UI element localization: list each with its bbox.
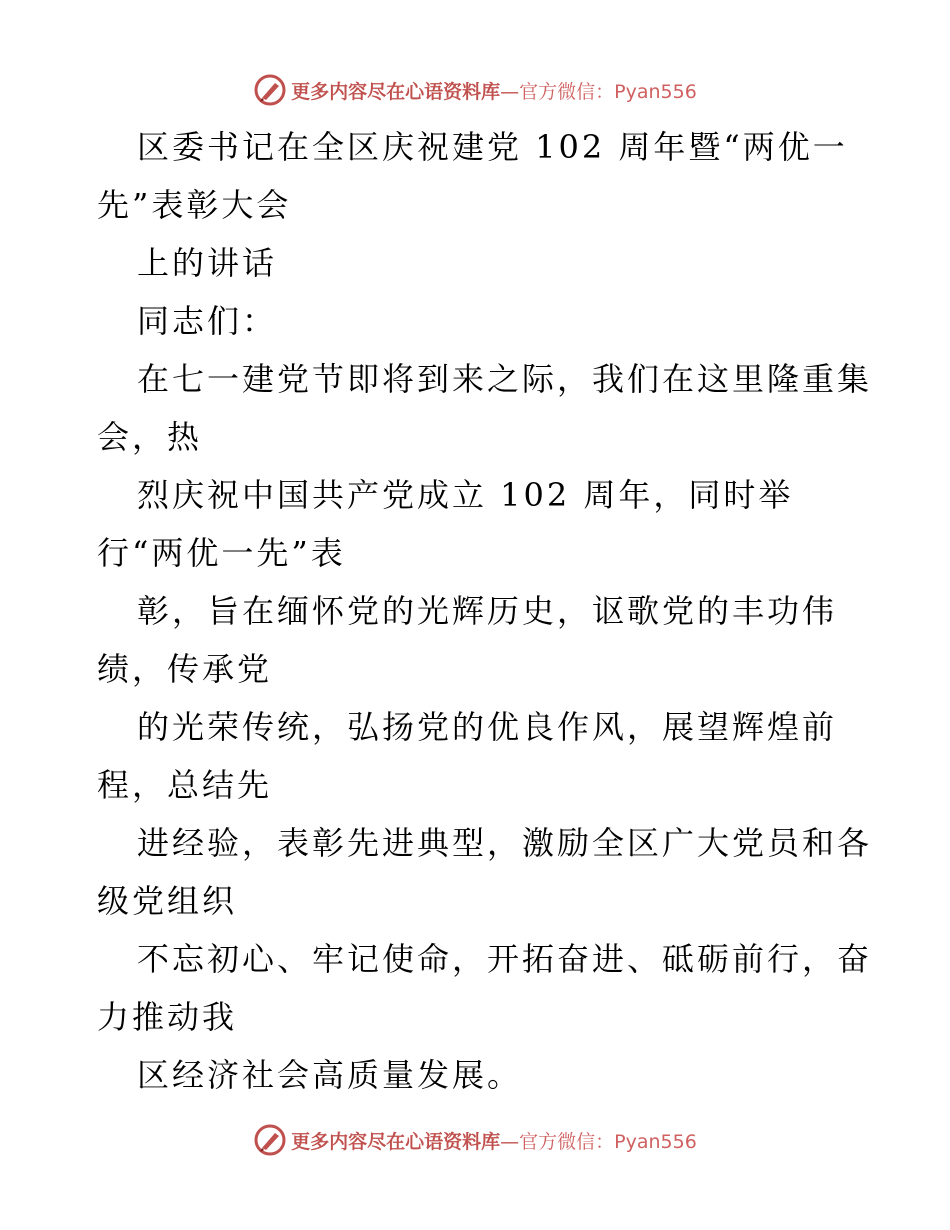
paragraph-line: 程，总结先 (97, 766, 273, 804)
paragraph-line: 绩，传承党 (97, 650, 273, 688)
paragraph-line: 彰，旨在缅怀党的光辉历史，讴歌党的丰功伟 (137, 592, 838, 630)
title-line-2: 先”表彰大会 (97, 186, 292, 224)
paragraph-line: 行“两优一先”表 (97, 534, 346, 572)
watermark-text: 更多内容尽在心语资料库—官方微信：Pyan556 (291, 1130, 697, 1153)
pen-logo-icon (253, 1123, 287, 1157)
watermark-text: 更多内容尽在心语资料库—官方微信：Pyan556 (291, 80, 697, 103)
paragraph-line: 区经济社会高质量发展。 (137, 1056, 523, 1094)
paragraph-line: 烈庆祝中国共产党成立 102 周年，同时举 (137, 476, 794, 514)
paragraph-line: 进经验，表彰先进典型，激励全区广大党员和各 (137, 824, 873, 862)
paragraph-line: 的光荣传统，弘扬党的优良作风，展望辉煌前 (137, 708, 838, 746)
watermark-footer (0, 1120, 950, 1160)
paragraph-line: 会，热 (97, 418, 203, 456)
salutation: 同志们： (137, 302, 278, 340)
watermark-header (0, 70, 950, 110)
paragraph-line: 力推动我 (97, 998, 238, 1036)
paragraph-line: 在七一建党节即将到来之际，我们在这里隆重集 (137, 360, 873, 398)
paragraph-line: 级党组织 (97, 882, 238, 920)
pen-logo-icon (253, 73, 287, 107)
title-line-3: 上的讲话 (137, 244, 278, 282)
paragraph-line: 不忘初心、牢记使命，开拓奋进、砥砺前行，奋 (137, 940, 873, 978)
title-line-1: 区委书记在全区庆祝建党 102 周年暨“两优一 (137, 128, 848, 166)
